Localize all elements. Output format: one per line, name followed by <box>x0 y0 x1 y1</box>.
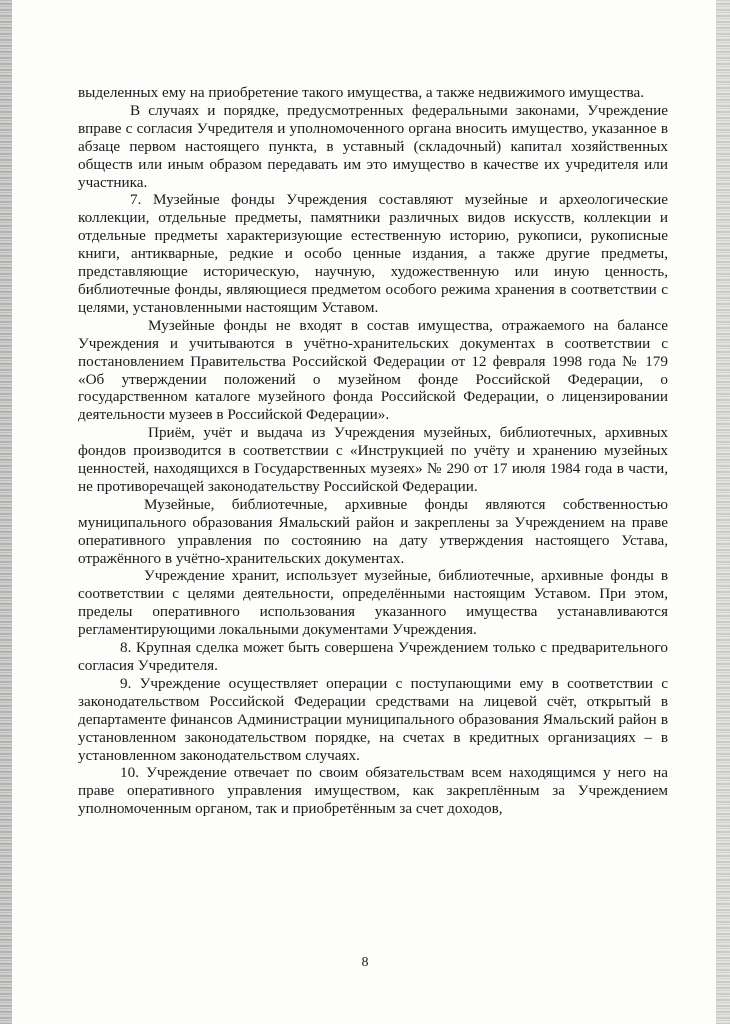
paragraph-museum-funds-balance: Музейные фонды не входят в состав имущества, отражаемого на балансе Учреждения и учитываются в учётно-хранительских документах в соответствии с постановлением Правительства Российской Федерации от 12 февраля 1998 года № 179 «Об утверждении положений о музейном фонде Российской Федерации, о государственном каталоге музейного фонда Российской Федерации, о лицензировании деятельности музеев в Российской Федерации». <box>78 316 668 424</box>
scan-left-edge <box>0 0 12 1024</box>
paragraph-item-9-operations: 9. Учреждение осуществляет операции с поступающими ему в соответствии с законодательством Российской Федерации средствами на лицевой счёт, открытый в департаменте финансов Администрации муниципального образования Ямальский район в установленном законодательством порядке, на счетах в кредитных организациях – в установленном законодательством случаях. <box>78 674 668 764</box>
paragraph-item-10-liability: 10. Учреждение отвечает по своим обязательствам всем находящимся у него на праве оперативного управления имуществом, как закреплённым за Учреждением уполномоченным органом, так и приобретённым за счет доходов, <box>78 764 668 818</box>
page-number: 8 <box>361 955 369 970</box>
paragraph-item-8-major-transaction: 8. Крупная сделка может быть совершена Учреждением только с предварительного согласия Учредителя. <box>78 639 668 674</box>
paragraph-contribution-rights: В случаях и порядке, предусмотренных федеральными законами, Учреждение вправе с согласия Учредителя и уполномоченного органа вносить имущество, указанное в абзаце первом настоящего пункта, в уставный (складочный) капитал хозяйственных обществ или иным образом передавать им это имущество в качестве их учредителя или участника. <box>78 101 668 191</box>
paragraph-item-7-museum-funds: 7. Музейные фонды Учреждения составляют музейные и археологические коллекции, отдельные предметы, памятники различных видов искусств, коллекции и отдельные предметы характеризующие естественную историю, рукописи, рукописные книги, антикварные, редкие и особо ценные издания, а также другие предметы, представляющие историческую, научную, художественную или иную ценность, библиотечные фонды, являющиеся предметом особого режима хранения в соответствии с целями, установленными настоящим Уставом. <box>78 191 668 316</box>
paragraph-continuation: выделенных ему на приобретение такого имущества, а также недвижимого имущества. <box>78 84 645 101</box>
document-body <box>78 84 668 818</box>
paragraph-ownership: Музейные, библиотечные, архивные фонды являются собственностью муниципального образования Ямальский район и закреплены за Учреждением на праве оперативного управления по состоянию на дату утверждения настоящего Устава, отражённого в учётно-хранительских документах. <box>78 495 668 567</box>
paragraph-storage-use: Учреждение хранит, использует музейные, библиотечные, архивные фонды в соответствии с целями деятельности, определёнными настоящим Уставом. При этом, пределы оперативного использования указанного имущества устанавливаются регламентирующими локальными документами Учреждения. <box>78 567 668 639</box>
paragraph-acceptance-accounting: Приём, учёт и выдача из Учреждения музейных, библиотечных, архивных фондов производится в соответствии с «Инструкцией по учёту и хранению музейных ценностей, находящихся в Государственных музеях» № 290 от 17 июля 1984 года в части, не противоречащей законодательству Российской Федерации. <box>78 424 668 495</box>
scan-right-edge <box>716 0 730 1024</box>
